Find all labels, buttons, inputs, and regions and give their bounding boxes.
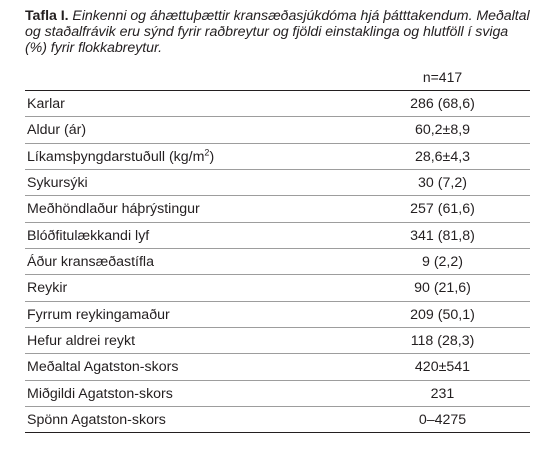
table-row (25, 144, 530, 170)
row-label-text: Líkamsþyngdarstuðull (kg/m (27, 148, 205, 165)
data-table (25, 65, 530, 433)
table-row (25, 302, 530, 328)
row-value: 257 (61,6) (410, 201, 475, 218)
row-value: 90 (21,6) (414, 280, 471, 297)
table-row (25, 381, 530, 407)
row-value: 420±541 (414, 359, 471, 376)
row-value: 209 (50,1) (410, 306, 475, 323)
row-label-text: Karlar (27, 96, 65, 112)
row-label (27, 386, 173, 403)
row-label (27, 201, 200, 218)
table-row (25, 91, 530, 117)
row-label (27, 254, 154, 271)
row-label (27, 307, 170, 324)
row-value: 28,6±4,3 (414, 148, 471, 165)
row-label-text: Áður kransæðastífla (27, 254, 154, 271)
row-label (27, 333, 135, 350)
row-label-text: Spönn Agatston-skors (27, 412, 166, 429)
row-label (27, 412, 166, 429)
row-label-text: Reykir (27, 280, 68, 297)
table-header-n: n=417 (422, 69, 463, 85)
row-value: 0–4275 (418, 412, 467, 429)
row-label (27, 280, 67, 297)
row-label (27, 146, 215, 166)
row-label-text: Aldur (ár) (27, 122, 87, 139)
row-label (27, 175, 88, 192)
table-caption-label: Tafla I. (25, 8, 69, 24)
table-row (25, 170, 530, 196)
table-row (25, 196, 530, 222)
table-row (25, 328, 530, 354)
table-caption (25, 8, 530, 56)
row-label (27, 359, 178, 376)
row-label-text: Hefur aldrei reykt (27, 333, 136, 350)
table-row (25, 275, 530, 301)
table-caption-text: Einkenni og áhættuþættir kransæðasjúkdóma hjá þátttakendum. Meðaltal og staðalfrávik eru sýnd fyrir raðbreytur og fjöldi einstaklinga og hlutföll í sviga (%) fyrir flokkabreytur. (25, 8, 530, 56)
table-row (25, 354, 530, 380)
row-value: 9 (2,2) (421, 254, 463, 271)
table-row (25, 249, 530, 275)
table-header-row (25, 65, 530, 91)
row-label-text: Meðhöndlaður háþrýstingur (27, 201, 200, 218)
row-label-text: Miðgildi Agatston-skors (27, 385, 173, 402)
row-value: 60,2±8,9 (414, 122, 471, 139)
table-row (25, 117, 530, 143)
row-value: 118 (28,3) (410, 333, 475, 350)
row-value: 231 (430, 385, 455, 402)
row-label-text: Blóðfitulækkandi lyf (27, 227, 150, 244)
row-label-superscript: 2 (204, 146, 210, 157)
row-value: 30 (7,2) (418, 175, 467, 192)
row-label (27, 228, 149, 245)
table-body (25, 91, 530, 433)
row-label-text: Fyrrum reykingamaður (27, 306, 170, 323)
row-label-text: Meðaltal Agatston-skors (27, 359, 179, 376)
row-label (27, 122, 86, 139)
row-label-suffix: ) (209, 148, 215, 165)
row-value: 286 (68,6) (410, 96, 475, 112)
row-value: 341 (81,8) (410, 227, 475, 244)
table-row (25, 223, 530, 249)
row-label-text: Sykursýki (27, 175, 88, 192)
table-row (25, 407, 530, 433)
row-label (27, 96, 65, 113)
